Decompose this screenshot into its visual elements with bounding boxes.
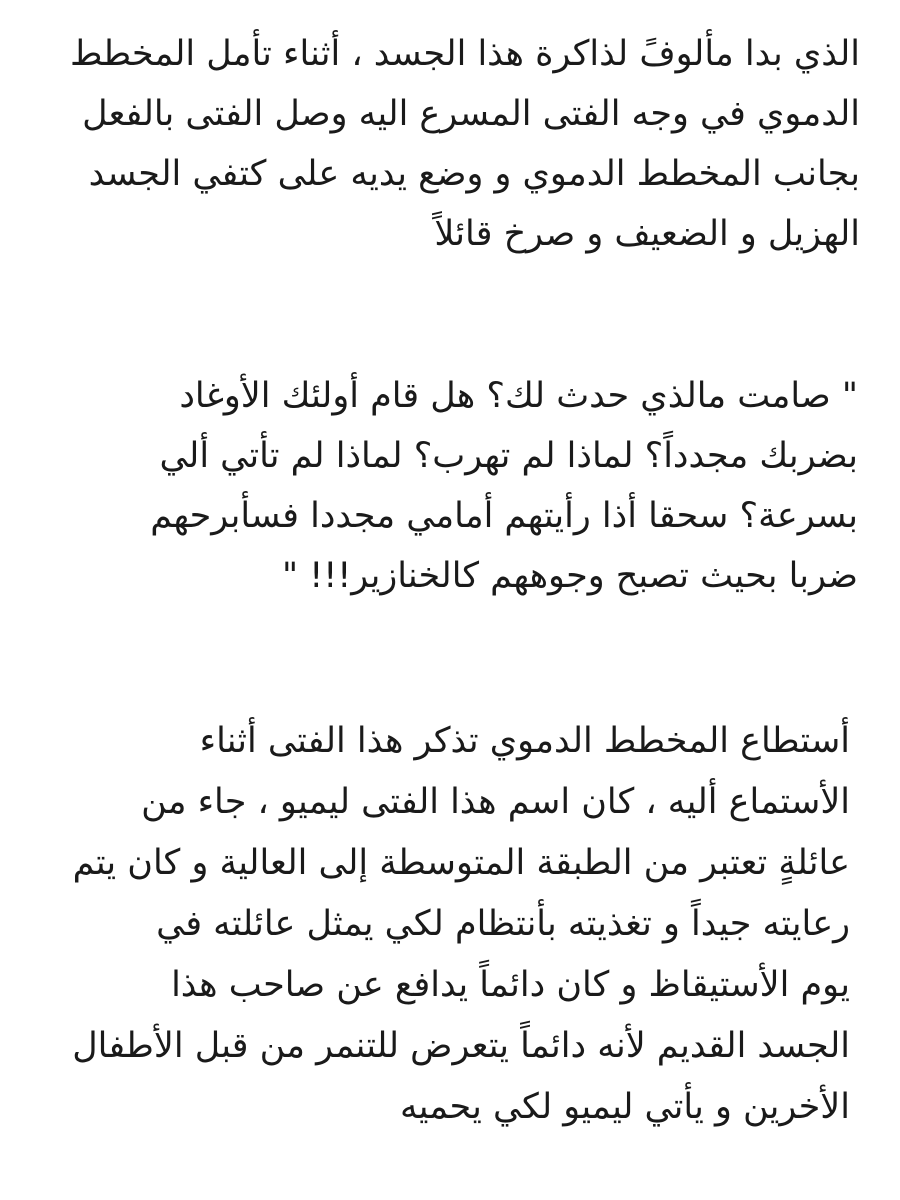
- paragraph-3: [72, 711, 850, 1138]
- text-line: بجانب المخطط الدموي و وضع يديه على كتفي الجسد: [88, 154, 860, 194]
- text-line: الأستماع أليه ، كان اسم هذا الفتى ليميو ، جاء من: [141, 782, 850, 822]
- text-line: الدموي في وجه الفتى المسرع اليه وصل الفتى بالفعل: [82, 94, 860, 134]
- text-line: الذي بدا مألوفً لذاكرة هذا الجسد ، أثناء تأمل المخطط: [69, 34, 860, 74]
- text-line: بسرعة؟ سحقا أذا رأيتهم أمامي مجددا فسأبرحهم: [150, 496, 858, 536]
- text-line: الأخرين و يأتي ليميو لكي يحميه: [399, 1087, 850, 1127]
- text-line: بضربك مجدداً؟ لماذا لم تهرب؟ لماذا لم تأتي ألي: [159, 436, 858, 476]
- text-line: ضربا بحيث تصبح وجوههم كالخنازير!!! ": [281, 556, 858, 596]
- text-line: الجسد القديم لأنه دائماً يتعرض للتنمر من قبل الأطفال: [72, 1026, 850, 1066]
- text-line: رعايته جيداً و تغذيته بأنتظام لكي يمثل عائلته في: [156, 904, 850, 944]
- text-line: الهزيل و الضعيف و صرخ قائلاً: [434, 214, 860, 254]
- text-line: أستطاع المخطط الدموي تذكر هذا الفتى أثناء: [199, 721, 850, 761]
- text-line: " صامت مالذي حدث لك؟ هل قام أولئك الأوغاد: [179, 376, 858, 416]
- text-line: عائلةٍ تعتبر من الطبقة المتوسطة إلى العالية و كان يتم: [72, 843, 850, 883]
- text-line: يوم الأستيقاظ و كان دائماً يدافع عن صاحب هذا: [171, 965, 850, 1005]
- paragraph-1: [70, 24, 860, 264]
- paragraph-2-dialogue: [150, 366, 858, 606]
